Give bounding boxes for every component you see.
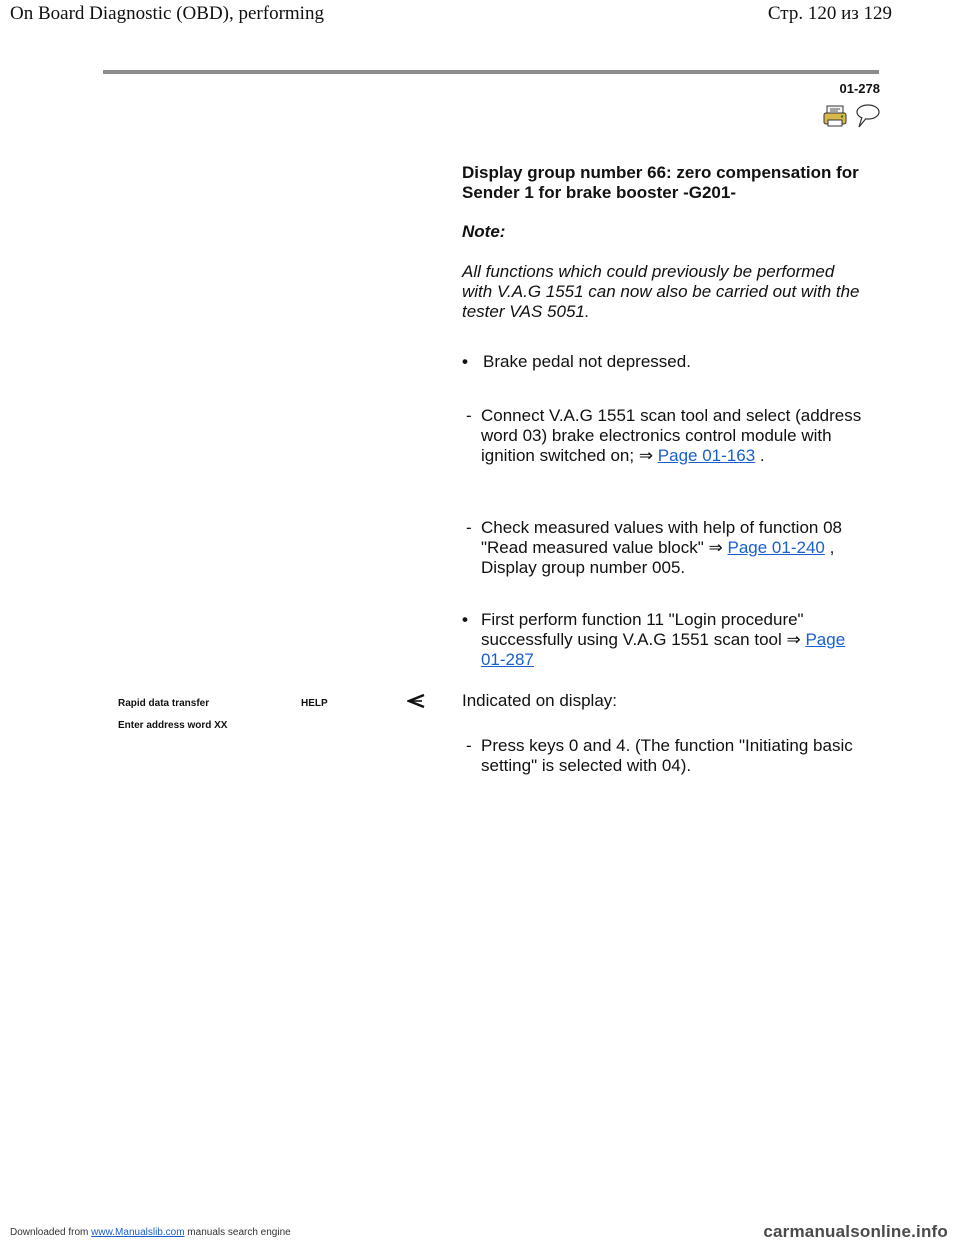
display-line-1-right: HELP — [301, 698, 328, 709]
section-heading: Display group number 66: zero compensation for Sender 1 for brake booster -G201- — [462, 163, 859, 202]
note-body: All functions which could previously be performed with V.A.G 1551 can now also be carried out with the tester VAS 5051. — [462, 262, 860, 321]
dash-marker: - — [466, 406, 472, 425]
printer-icon[interactable] — [822, 103, 848, 129]
indicated-label: Indicated on display: — [462, 691, 617, 710]
document-title: On Board Diagnostic (OBD), performing — [10, 3, 324, 24]
bullet-icon: • — [462, 352, 468, 371]
condition-item — [462, 352, 862, 372]
step-text: Check measured values with help of function 08 "Read measured value block" ⇒ — [481, 518, 842, 557]
pointer-arrow-icon — [407, 693, 425, 709]
page-link[interactable]: Page 01-163 — [657, 446, 756, 465]
page-link[interactable]: Page 01-240 — [727, 538, 825, 557]
display-line-1-left: Rapid data transfer — [118, 698, 210, 709]
manualslib-link[interactable]: www.Manualslib.com — [91, 1227, 185, 1238]
page-number: 01-278 — [839, 81, 880, 96]
step-item — [466, 736, 866, 776]
toolbar-icons — [822, 103, 880, 129]
dash-marker: - — [466, 736, 472, 755]
step-text: Connect V.A.G 1551 scan tool and select (address word 03) brake electronics control module with ignition switched on; ⇒ — [481, 406, 862, 465]
download-footer: Downloaded from www.Manualslib.com manuals search engine — [10, 1227, 291, 1238]
bullet-icon: • — [462, 610, 468, 629]
display-line-2: Enter address word XX — [118, 720, 228, 731]
step-item: - Connect V.A.G 1551 scan tool and select (address word 03) brake electronics control module with ignition switched on; ⇒ Page 01-163 . — [466, 406, 862, 465]
condition-text: Brake pedal not depressed. — [483, 352, 691, 371]
note-label: Note: — [462, 222, 506, 241]
step-item: - Check measured values with help of function 08 "Read measured value block" ⇒ Page 01-240 , Display group number 005. — [466, 518, 842, 577]
watermark: carmanualsonline.info — [763, 1222, 948, 1241]
step-text: Press keys 0 and 4. (The function "Initiating basic setting" is selected with 04). — [481, 736, 853, 775]
condition-item — [462, 610, 862, 670]
speech-bubble-icon[interactable] — [854, 103, 880, 129]
dash-marker: - — [466, 518, 472, 537]
page-counter: Стр. 120 из 129 — [767, 3, 892, 24]
condition-text: First perform function 11 "Login procedure" successfully using V.A.G 1551 scan tool ⇒ — [480, 610, 806, 649]
header-rule — [103, 70, 879, 74]
page-link[interactable]: Page 01-287 — [480, 630, 846, 669]
